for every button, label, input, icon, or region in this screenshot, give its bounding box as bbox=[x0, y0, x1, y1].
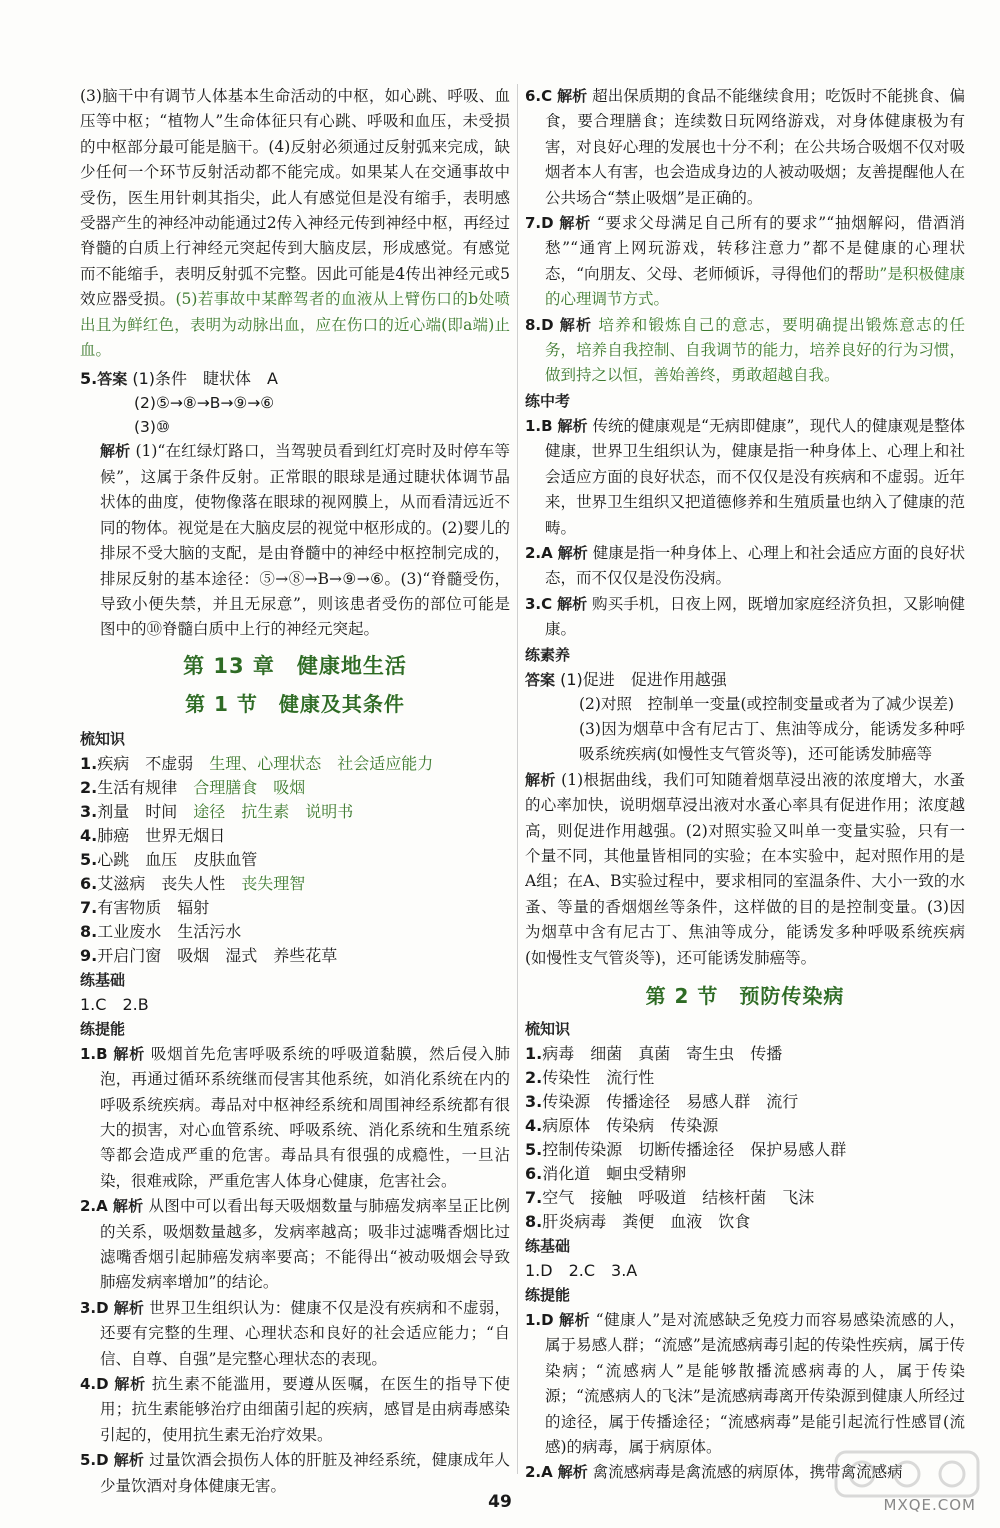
list-item bbox=[525, 1186, 965, 1210]
answer-item bbox=[525, 313, 965, 389]
analysis-label: 解析 bbox=[557, 416, 588, 435]
analysis-text: 健康是指一种身体上、心理上和社会适应方面的良好状态，而不仅仅是没伤没病。 bbox=[545, 543, 965, 588]
ability-item: 2.A 解析 禽流感病毒是禽流感的病原体，携带禽流感病 bbox=[525, 1463, 903, 1482]
analysis-text: 世界卫生组织认为：健康不仅是没有疾病和不虚弱，还要有完整的生理、心理状态和良好的社会适应能力；“自信、自尊、自强”是完整心理状态的表现。 bbox=[100, 1298, 510, 1368]
answer-item bbox=[80, 1194, 510, 1296]
item-number: 6. bbox=[80, 873, 98, 893]
item-text: 病原体 传染病 传染源 bbox=[542, 1116, 719, 1135]
item-text: 艾滋病 丧失人性 bbox=[97, 873, 242, 893]
item-text: 传染源 传播途径 易感人群 流行 bbox=[542, 1092, 799, 1111]
analysis-label: 解析 bbox=[113, 1451, 145, 1470]
knowledge-list bbox=[525, 1042, 965, 1234]
answer-label: 答案 bbox=[97, 370, 128, 389]
ability-answers-cont bbox=[525, 84, 965, 389]
section-label: 梳知识 bbox=[525, 1020, 571, 1038]
analysis-label: 解析 bbox=[557, 543, 588, 562]
item-text: 疾病 不虚弱 bbox=[97, 753, 210, 773]
analysis-label: 解析 bbox=[112, 1197, 144, 1216]
item-number: 2.A bbox=[525, 543, 553, 562]
item-number: 1. bbox=[80, 753, 98, 773]
list-item bbox=[80, 920, 510, 944]
item-text-green: 生理、心理状态 社会适应能力 bbox=[209, 753, 434, 773]
analysis-text: 超出保质期的食品不能继续食用；吃饭时不能挑食、偏食，要合理膳食；连续数日玩网络游戏，对身体健康极为有害，对良好心理的发展也十分不利；在公共场合吸烟不仅对吸烟者本人有害，也会造成身边的人被动吸烟；友善提醒他人在公共场合“禁止吸烟”是正确的。 bbox=[545, 87, 965, 207]
list-item bbox=[80, 776, 510, 800]
list-item bbox=[80, 800, 510, 824]
list-item bbox=[525, 1162, 965, 1186]
green-note: (5)若事故中某醉驾者的血液从上臂伤口的b处喷出且为鲜红色，表明为动脉出血，应在伤口的近心端(即a端)止血。 bbox=[80, 290, 510, 360]
section-label: 练基础 bbox=[80, 970, 126, 989]
page-number: 49 bbox=[488, 1492, 512, 1512]
item-text: 病毒 细菌 真菌 寄生虫 传播 bbox=[542, 1044, 783, 1063]
question-5: 5.答案 (1)条件 睫状体 A (2)⑤→⑧→B→⑨→⑥ (3)⑩ 解析 (1)“在红绿灯路口，当驾驶员看到红灯亮时及时停车等候”，这属于条件反射。正常眼的眼球是通过睫状体调节晶状体的曲度，使物像落在眼球的视网膜上，从而看清远近不同的物体。视觉是在大脑皮层的视觉中枢形成的。(2)婴儿的排尿不受大脑的支配，是由脊髓中的神经中枢控制完成的，排尿反射的基本途径：⑤→⑧→B→⑨→⑥。(3)“脊髓受伤，导致小便失禁，并且无尿意”，则该患者受伤的部位可能是图中的⑩脊髓白质中上行的神经元突起。 bbox=[80, 367, 510, 642]
list-item bbox=[80, 848, 510, 872]
item-text: 开启门窗 吸烟 湿式 养些花草 bbox=[97, 945, 338, 965]
exam-item bbox=[525, 541, 965, 592]
item-text-green: 途径 抗生素 说明书 bbox=[193, 801, 354, 821]
analysis-label: 解析 bbox=[557, 87, 588, 105]
list-item bbox=[525, 1042, 965, 1066]
list-item bbox=[525, 1114, 965, 1138]
item-number: 8. bbox=[80, 921, 98, 941]
analysis-label: 解析 bbox=[113, 1044, 146, 1063]
section-label: 练提能 bbox=[80, 1019, 126, 1038]
list-item bbox=[525, 1066, 965, 1090]
section-label: 练提能 bbox=[525, 1286, 571, 1304]
section-label: 练中考 bbox=[525, 391, 571, 410]
analysis-text-green: 助”是积极健康的心理调节方式。 bbox=[545, 264, 965, 309]
item-text: 剂量 时间 bbox=[97, 801, 194, 821]
item-number: 4. bbox=[525, 1116, 543, 1135]
list-item bbox=[80, 824, 510, 848]
answer-item bbox=[80, 1042, 510, 1194]
chapter-title: 第 13 章 健康地生活 bbox=[183, 653, 407, 678]
answer-item bbox=[80, 1372, 510, 1448]
knowledge-list bbox=[80, 752, 510, 968]
answer-line: (2)⑤→⑧→B→⑨→⑥ bbox=[134, 394, 275, 413]
list-item bbox=[80, 944, 510, 968]
list-item bbox=[80, 752, 510, 776]
item-number: 1.B bbox=[80, 1044, 108, 1063]
analysis-text: 抗生素不能滥用，要遵从医嘱，在医生的指导下使用；抗生素能够治疗由细菌引起的疾病，感冒是由病毒感染引起的，使用抗生素无治疗效果。 bbox=[100, 1375, 510, 1444]
analysis-text-green: 培养和锻炼自己的意志，要明确提出锻炼意志的任务，培养自我控制、自我调节的能力，培养良好的行为习惯，做到持之以恒，善始善终，勇敢超越自我。 bbox=[545, 315, 965, 385]
item-text-green: 合理膳食 吸烟 bbox=[193, 777, 306, 797]
item-text: 工业废水 生活污水 bbox=[97, 921, 242, 941]
item-text: 肺癌 世界无烟日 bbox=[97, 825, 226, 845]
item-text: 空气 接触 呼吸道 结核杆菌 飞沫 bbox=[542, 1188, 815, 1207]
exam-item bbox=[525, 414, 965, 541]
analysis-block: 解析 (1)“在红绿灯路口，当驾驶员看到红灯亮时及时停车等候”，这属于条件反射。正常眼的眼球是通过睫状体调节晶状体的曲度，使物像落在眼球的视网膜上，从而看清远近不同的物体。视觉是在大脑皮层的视觉中枢形成的。(2)婴儿的排尿不受大脑的支配，是由脊髓中的神经中枢控制完成的，排尿反射的基本途径：⑤→⑧→B→⑨→⑥。(3)“脊髓受伤，导致小便失禁，并且无尿意”，则该患者受伤的部位可能是图中的⑩脊髓白质中上行的神经元突起。 bbox=[100, 442, 510, 639]
ability-answers bbox=[80, 1042, 510, 1499]
list-item bbox=[80, 896, 510, 920]
analysis-text: 传统的健康观是“无病即健康”，现代人的健康观是整体健康，世界卫生组织认为，健康是指一种身体上、心理上和社会适应方面的良好状态，而不仅仅是没有疾病和不虚弱。近年来，世界卫生组织又把道德修养和生殖质量也纳入了健康的范畴。 bbox=[545, 416, 965, 537]
item-text-green: 丧失理智 bbox=[241, 873, 306, 893]
item-number: 3. bbox=[525, 1092, 543, 1111]
answer-line: (3)因为烟草中含有尼古丁、焦油等成分，能诱发多种呼吸系统疾病(如慢性支气管炎等)，还可能诱发肺癌等 bbox=[579, 719, 965, 764]
item-number: 7.D bbox=[525, 214, 554, 233]
analysis-label: 解析 bbox=[557, 594, 588, 613]
basic-answers: 1.D 2.C 3.A bbox=[525, 1261, 638, 1280]
analysis-label: 解析 bbox=[559, 315, 593, 334]
item-number: 6. bbox=[525, 1164, 543, 1183]
item-number: 2. bbox=[525, 1068, 543, 1087]
column-divider bbox=[517, 84, 518, 1474]
section-label: 练素养 bbox=[525, 645, 571, 664]
exam-item bbox=[525, 592, 965, 643]
basic-answers: 1.C 2.B bbox=[80, 994, 149, 1014]
analysis-label: 解析 bbox=[559, 214, 592, 233]
right-column bbox=[525, 84, 965, 1486]
left-column bbox=[80, 84, 510, 1499]
watermark-text: MXQE.COM bbox=[883, 1496, 976, 1514]
list-item bbox=[525, 1090, 965, 1114]
item-number: 1. bbox=[525, 1044, 543, 1063]
analysis-text: “要求父母满足自己所有的要求”“抽烟解闷，借酒消愁”“通宵上网玩游戏，转移注意力”都不是健康的心理状态，“向朋友、父母、老师倾诉，寻得他们的帮 bbox=[545, 214, 965, 283]
item-number: 6.C bbox=[525, 87, 553, 105]
item-number: 1.B bbox=[525, 416, 553, 435]
answer-item bbox=[80, 1296, 510, 1372]
item-number: 3.D bbox=[80, 1298, 109, 1317]
literacy-answer: 答案 (1)促进 促进作用越强 (2)对照 控制单一变量(或控制变量或者为了减少误差) (3)因为烟草中含有尼古丁、焦油等成分，能诱发多种呼吸系统疾病(如慢性支气管炎等)，还可能诱发肺癌等 解析 (1)根据曲线，我们可知随着烟草浸出液的浓度增大，水蚤的心率加快，说明烟草浸出液对水蚤心率具有促进作用；浓度越高，则促进作用越强。(2)对照实验又叫单一变量实验，只有一个量不同，其他量皆相同的实验；在本实验中，起对照作用的是A组；在A、B实验过程中，要求相同的室温条件、大小一致的水蚤、等量的香烟烟丝等条件，这样做的目的是控制变量。(3)因为烟草中含有尼古丁、焦油等成分，能诱发多种呼吸系统疾病(如慢性支气管炎等)，还可能诱发肺癌等。 bbox=[525, 669, 965, 967]
item-text: 肝炎病毒 粪便 血液 饮食 bbox=[542, 1212, 751, 1231]
answer-item bbox=[525, 84, 965, 211]
item-number: 2. bbox=[80, 777, 98, 797]
analysis-text: (1)根据曲线，我们可知随着烟草浸出液的浓度增大，水蚤的心率加快，说明烟草浸出液对水蚤心率具有促进作用；浓度越高，则促进作用越强。(2)对照实验又叫单一变量实验，只有一个量不同，其他量皆相同的实验；在本实验中，起对照作用的是A组；在A、B实验过程中，要求相同的室温条件、大小一致的水蚤、等量的香烟烟丝等条件，这样做的目的是控制变量。(3)因为烟草中含有尼古丁、焦油等成分，能诱发多种呼吸系统疾病(如慢性支气管炎等)，还可能诱发肺癌等。 bbox=[525, 770, 965, 967]
analysis-text: 吸烟首先危害呼吸系统的呼吸道黏膜，然后侵入肺泡，再通过循环系统继而侵害其他系统，如消化系统在内的呼吸系统疾病。毒品对中枢神经系统和周围神经系统都有很大的损害，对心血管系统、呼吸系统、消化系统和生殖系统等都会造成严重的危害。毒品具有很强的成瘾性，一旦沾染，很难戒除，严重危害人体身心健康，危害社会。 bbox=[100, 1044, 510, 1190]
item-number: 8. bbox=[525, 1212, 543, 1231]
item-number: 2.A bbox=[80, 1197, 108, 1216]
analysis-label: 解析 bbox=[113, 1298, 145, 1317]
analysis-label: 解析 bbox=[114, 1375, 146, 1393]
item-text: 生活有规律 bbox=[97, 777, 194, 797]
answer-line: (3)⑩ bbox=[134, 418, 170, 437]
analysis-text: 购买手机，日夜上网，既增加家庭经济负担，又影响健康。 bbox=[545, 594, 965, 639]
section-title: 第 2 节 预防传染病 bbox=[645, 984, 845, 1008]
answer-item bbox=[525, 211, 965, 313]
item-number: 8.D bbox=[525, 315, 554, 334]
analysis-text: 从图中可以看出每天吸烟数量与肺癌发病率呈正比例的关系，吸烟数量越多，发病率越高；吸非过滤嘴香烟比过滤嘴香烟引起肺癌发病率要高；不能得出“被动吸烟会导致肺癌发病率增加”的结论。 bbox=[100, 1197, 510, 1292]
item-text: 心跳 血压 皮肤血管 bbox=[97, 849, 258, 869]
section-label: 练基础 bbox=[525, 1237, 571, 1255]
item-number: 3. bbox=[80, 801, 98, 821]
item-number: 7. bbox=[525, 1188, 543, 1207]
item-number: 4. bbox=[80, 825, 98, 845]
list-item bbox=[80, 872, 510, 896]
item-number: 7. bbox=[80, 897, 98, 917]
item-text: 有害物质 辐射 bbox=[97, 897, 210, 917]
item-text: 消化道 蛔虫受精卵 bbox=[542, 1164, 687, 1183]
item-number: 3.C bbox=[525, 594, 553, 613]
analysis-text: 过量饮酒会损伤人体的肝脏及神经系统，健康成年人少量饮酒对身体健康无害。 bbox=[100, 1451, 510, 1495]
answer-line: (2)对照 控制单一变量(或控制变量或者为了减少误差) bbox=[579, 694, 955, 713]
left-paragraph-intro: (3)脑干中有调节人体基本生命活动的中枢，如心跳、呼吸、血压等中枢；“植物人”生命体征只有心跳、呼吸和血压，未受损的中枢部分最可能是脑干。(4)反射必须通过反射弧来完成，缺少任何一个环节反射活动都不能完成。如果某人在交通事故中受伤，医生用针刺其指尖，此人有感觉但是没有缩手，表明感受器产生的神经冲动能通过2传入神经元传到神经中枢，再经过脊髓的白质上行神经元突起传到大脑皮层，形成感觉。有感觉而不能缩手，表明反射弧不完整。因此可能是4传出神经元或5效应器受损。(5)若事故中某醉驾者的血液从上臂伤口的b处喷出且为鲜红色，表明为动脉出血，应在伤口的近心端(即a端)止血。 bbox=[80, 87, 510, 360]
list-item bbox=[525, 1138, 965, 1162]
ability-item: 1.D 解析 “健康人”是对流感缺乏免疫力而容易感染流感的人，属于易感人群；“流感”是流感病毒引起的传染性疾病，属于传染病；“流感病人”是能够散播流感病毒的人，属于传染源；“流感病人的飞沫”是流感病毒离开传染源到健康人所经过的途径，属于传播途径；“流感病毒”是能引起流行性感冒(流感)的病毒，属于病原体。 bbox=[525, 1311, 965, 1457]
item-text: 传染性 流行性 bbox=[542, 1068, 655, 1087]
item-text: 控制传染源 切断传播途径 保护易感人群 bbox=[542, 1140, 847, 1159]
section-label: 梳知识 bbox=[80, 729, 126, 748]
item-number: 9. bbox=[80, 945, 98, 965]
item-number: 5.D bbox=[80, 1451, 109, 1470]
exam-answers bbox=[525, 414, 965, 643]
list-item bbox=[525, 1210, 965, 1234]
item-number: 5. bbox=[525, 1140, 543, 1159]
item-number: 4.D bbox=[80, 1375, 109, 1393]
section-title: 第 1 节 健康及其条件 bbox=[185, 691, 405, 716]
item-number: 5. bbox=[80, 849, 98, 869]
